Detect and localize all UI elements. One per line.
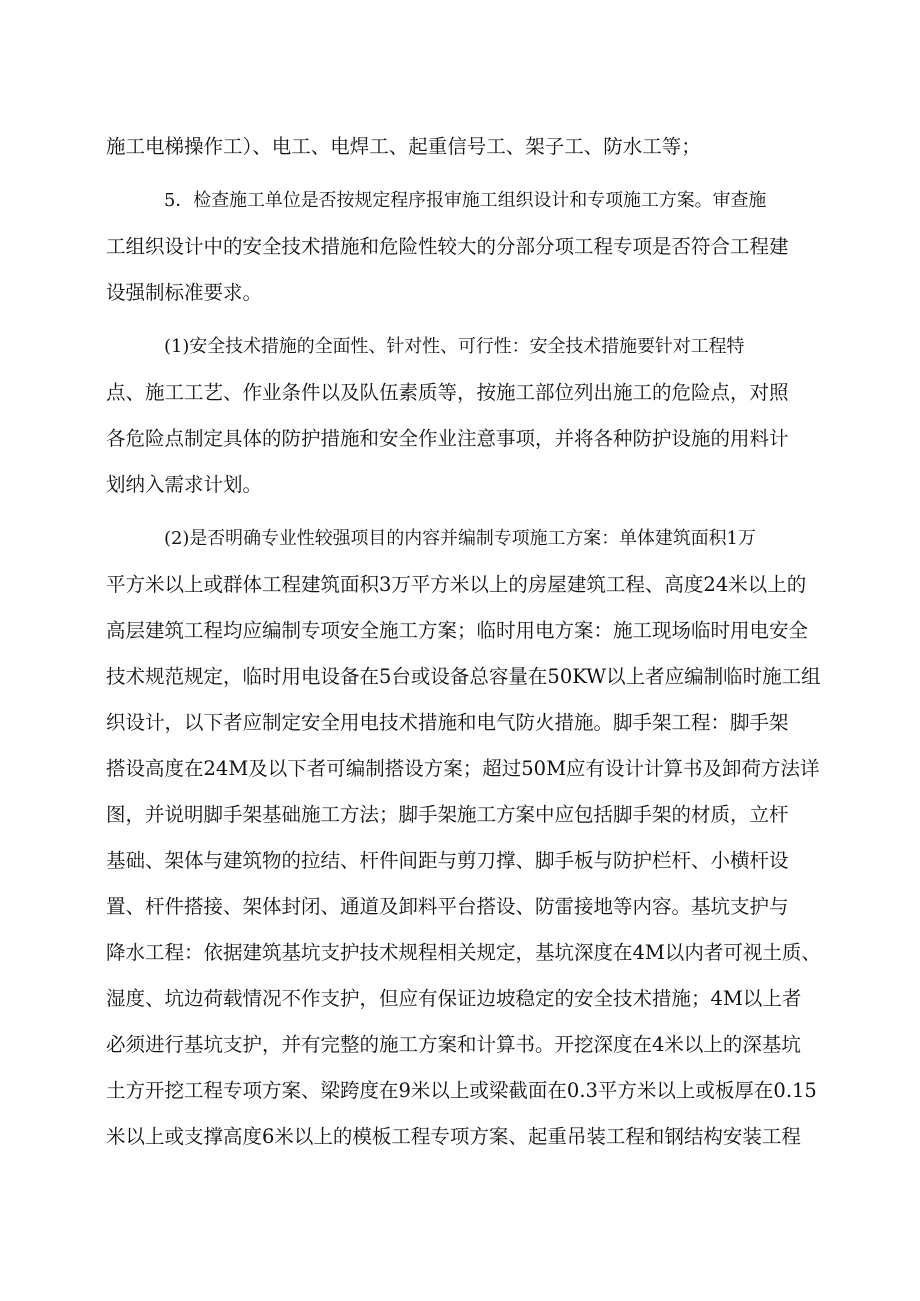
paragraph-2-line: (2)是否明确专业性较强项目的内容并编制专项施工方案：单体建筑面积1万 <box>164 528 756 549</box>
paragraph-5-line: 5．检查施工单位是否按规定程序报审施工组织设计和专项施工方案。审查施 <box>164 190 767 211</box>
paragraph-2-line: 织设计，以下者应制定安全用电技术措施和电气防火措施。脚手架工程：脚手架 <box>106 711 789 734</box>
paragraph-2-line: 技术规范规定，临时用电设备在5台或设备总容量在50KW以上者应编制临时施工组 <box>106 665 821 688</box>
paragraph-2-line: 平方米以上或群体工程建筑面积3万平方米以上的房屋建筑工程、高度24米以上的 <box>106 573 807 596</box>
text-line: 施工电梯操作工）、电工、电焊工、起重信号工、架子工、防水工等； <box>106 135 701 158</box>
paragraph-2-line: 米以上或支撑高度6米以上的模板工程专项方案、起重吊装工程和钢结构安装工程 <box>106 1125 801 1148</box>
paragraph-5-line: 设强制标准要求。 <box>106 281 263 304</box>
paragraph-2-line: 基础、架体与建筑物的拉结、杆件间距与剪刀撑、脚手板与防护栏杆、小横杆设 <box>106 849 789 872</box>
paragraph-2-line: 降水工程：依据建筑基坑支护技术规程相关规定，基坑深度在4M以内者可视土质、 <box>106 941 821 964</box>
paragraph-1-line: 各危险点制定具体的防护措施和安全作业注意事项，并将各种防护设施的用料计 <box>106 427 789 450</box>
paragraph-1-line: 点、施工工艺、作业条件以及队伍素质等，按施工部位列出施工的危险点，对照 <box>106 381 789 404</box>
paragraph-2-line: 图，并说明脚手架基础施工方法；脚手架施工方案中应包括脚手架的材质，立杆 <box>106 803 789 826</box>
paragraph-1-line: 划纳入需求计划。 <box>106 473 263 496</box>
paragraph-1-line: (1)安全技术措施的全面性、针对性、可行性：安全技术措施要针对工程特 <box>164 336 745 357</box>
paragraph-2-line: 搭设高度在24M及以下者可编制搭设方案；超过50M应有设计计算书及卸荷方法详 <box>106 757 820 780</box>
paragraph-2-line: 必须进行基坑支护，并有完整的施工方案和计算书。开挖深度在4米以上的深基坑 <box>106 1033 801 1056</box>
paragraph-5-line: 工组织设计中的安全技术措施和危险性较大的分部分项工程专项是否符合工程建 <box>106 235 789 258</box>
paragraph-2-line: 高层建筑工程均应编制专项安全施工方案；临时用电方案：施工现场临时用电安全 <box>106 619 809 642</box>
paragraph-2-line: 置、杆件搭接、架体封闭、通道及卸料平台搭设、防雷接地等内容。基坑支护与 <box>106 895 789 918</box>
paragraph-2-line: 湿度、坑边荷载情况不作支护，但应有保证边坡稳定的安全技术措施；4M以上者 <box>106 987 802 1010</box>
paragraph-2-line: 土方开挖工程专项方案、梁跨度在9米以上或梁截面在0.3平方米以上或板厚在0.15 <box>106 1079 817 1102</box>
